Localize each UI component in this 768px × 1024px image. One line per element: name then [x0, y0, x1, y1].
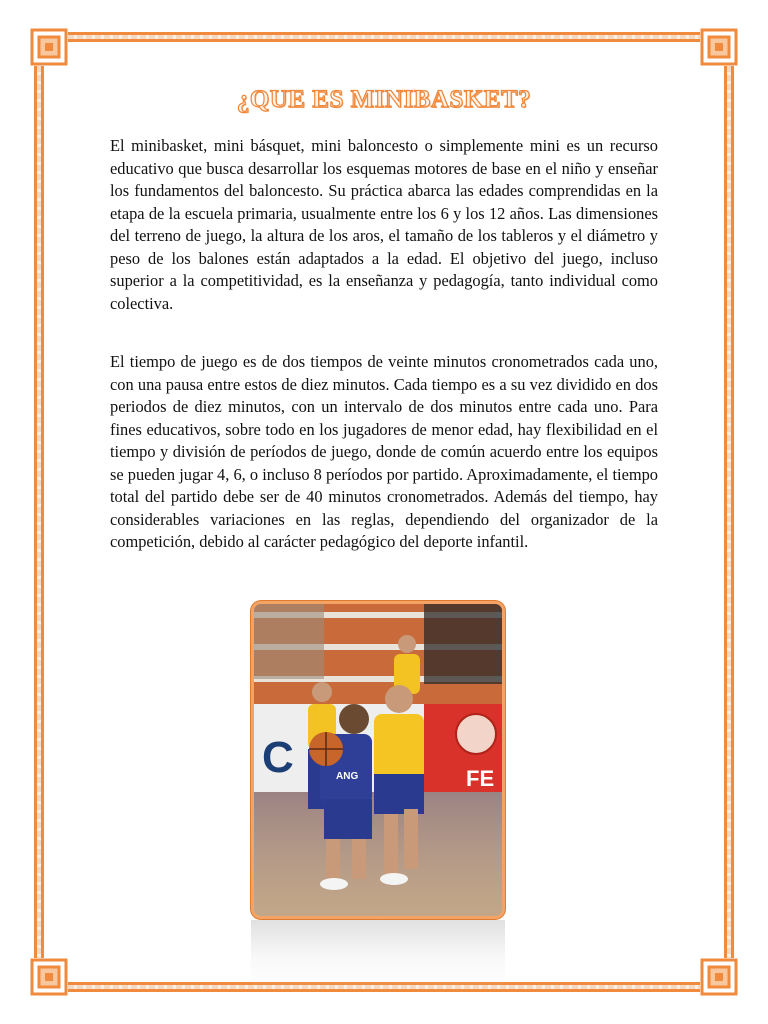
basketball-game-illustration: [254, 604, 502, 916]
banner-letters-right: FE: [466, 766, 495, 791]
paragraph-game-time: El tiempo de juego es de dos tiempos de veinte minutos cronometrados cada uno, con una pausa entre estos de diez minutos. Cada tiempo es a su vez dividido en dos periodos de diez minutos, con un intervalo de dos minutos entre cada uno. Para fines educativos, sobre todo en los jugadores de menor edad, hay flexibilidad en el tiempo y división de períodos de juego, donde de común acuerdo entre los equipos se pueden jugar 4, 6, o incluso 8 períodos por partido. Aproximadamente, el tiempo total del partido debe ser de 40 minutos cronometrados. Además del tiempo, hay considerables variaciones en las reglas, dependiendo del organizador de la competición, debido al carácter pedagógico del deporte infantil.: [110, 352, 658, 551]
banner-letter-left: C: [262, 733, 294, 782]
jersey-text: ANG: [336, 771, 359, 782]
corner-ornament-top-left: [30, 28, 68, 66]
corner-ornament-bottom-right: [700, 958, 738, 996]
corner-ornament-top-right: [700, 28, 738, 66]
photo-reflection: [251, 920, 505, 990]
paragraph-intro: El minibasket, mini básquet, mini baloncesto o simplemente mini es un recurso educativo que busca desarrollar los esquemas motores de base en el niño y enseñar los fundamentos del baloncesto. Su práctica abarca las edades comprendidas en la etapa de la escuela primaria, usualmente entre los 6 y los 12 años. Las dimensiones del terreno de juego, la altura de los aros, el tamaño de los tableros y el diámetro y peso de los balones están adaptados a la edad. El objetivo del juego, incluso superior a la competitividad, es la enseñanza y pedagogía, tanto individual como colectiva.: [110, 136, 658, 313]
page-title: ¿QUE ES MINIBASKET?: [236, 86, 532, 113]
border-top: [68, 32, 700, 42]
photo-frame: [251, 601, 505, 919]
corner-ornament-bottom-left: [30, 958, 68, 996]
border-right: [724, 66, 734, 958]
basketball-photo: [251, 601, 505, 919]
border-left: [34, 66, 44, 958]
